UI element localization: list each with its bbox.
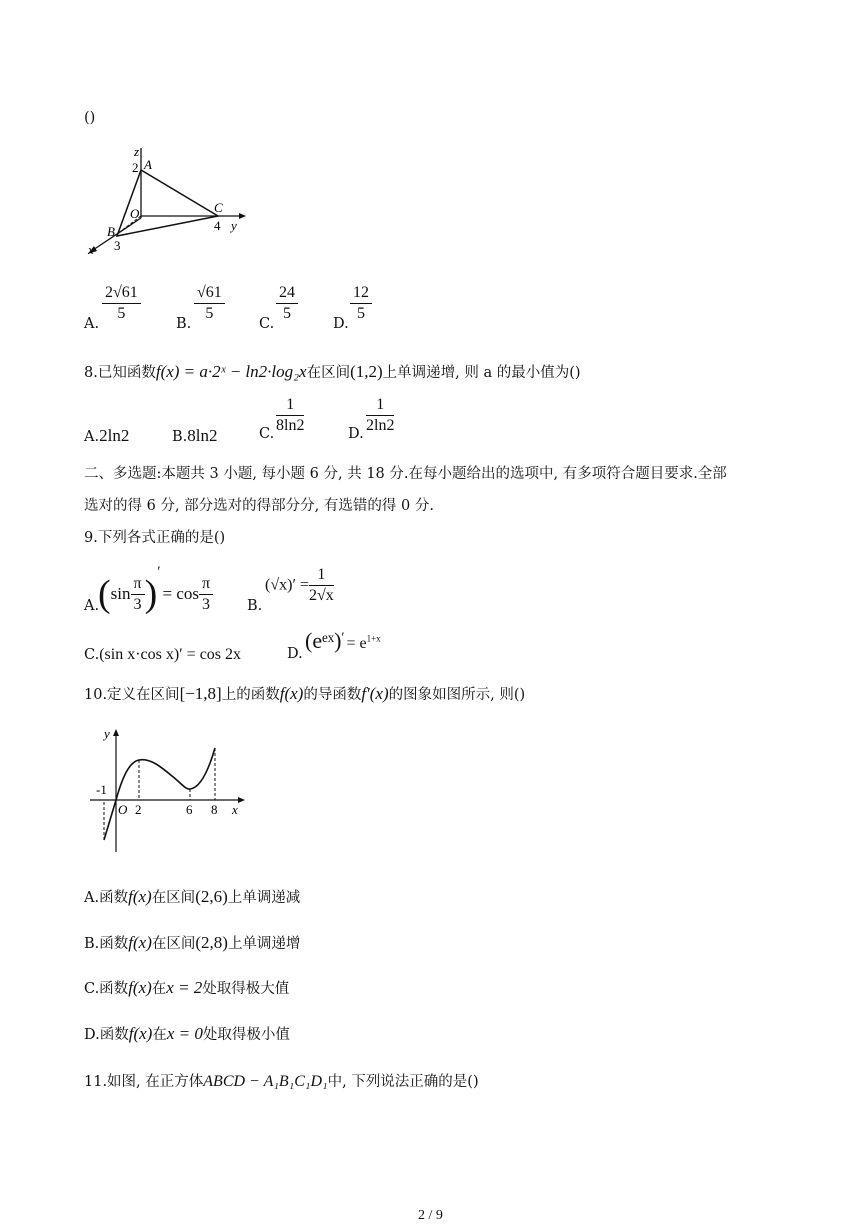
q9-opt-b-expr: (√x)′ = $\frac{1}{2√x}$ <box>265 566 334 604</box>
q7-opt-b-label: B. <box>176 316 192 332</box>
triangle-abc <box>117 170 218 236</box>
label-z: z <box>134 144 140 159</box>
q7-stem-tail: () <box>84 110 96 126</box>
q9-stem: 9.下列各式正确的是() <box>84 530 226 546</box>
q8-opt-b: B.8ln2 <box>172 426 218 445</box>
q11-stem: 11.如图, 在正方体ABCD − A₁B₁C₁D₁中, 下列说法正确的是() <box>84 1073 479 1090</box>
label-y: y <box>104 726 110 741</box>
q9-opt-b-label: B. <box>247 598 263 614</box>
q9-opt-d-expr: (eᵉˣ)′ = $e^{1+x}$ <box>305 628 381 653</box>
q8-opt-c-frac: $\frac{1}{8\ln 2}$ <box>276 396 305 434</box>
q10-figure <box>88 722 258 857</box>
q7-opt-d-label: D. <box>333 316 349 332</box>
derivative-curve <box>104 748 215 840</box>
q9-opt-a-label: A. <box>84 598 100 614</box>
q7-opt-a-label: A. <box>84 316 100 332</box>
q8-opt-d-frac: $\frac{1}{2\ln 2}$ <box>366 396 395 434</box>
q10-opt-c: C.函数f(x)在x = 2处取得极大值 <box>84 978 290 997</box>
label-y: y <box>231 218 237 233</box>
q7-figure <box>84 142 254 262</box>
q7-opt-a-frac: $\frac{2√61}{5}$ <box>102 284 141 323</box>
label-2: 2 <box>132 160 139 175</box>
label-4: 4 <box>214 218 221 233</box>
q10-opt-b: B.函数f(x)在区间(2,8)上单调递增 <box>84 933 301 952</box>
q10-stem: 10.定义在区间[−1,8]上的函数f(x)的导函数f′(x)的图象如图所示, 则() <box>84 684 526 703</box>
q7-opt-c-frac: $\frac{24}{5}$ <box>276 284 298 323</box>
section2-line2: 选对的得 6 分, 部分选对的得部分分, 有选错的得 0 分. <box>84 498 434 514</box>
label-x: x <box>232 802 238 817</box>
label-A: A <box>144 157 152 172</box>
label-x: x <box>88 242 94 257</box>
label-8: 8 <box>211 802 218 817</box>
q9-opt-c: C.(sin x·cos x)′ = cos 2x <box>84 646 242 663</box>
label-B: B <box>107 224 115 239</box>
section2-line1: 二、多选题:本题共 3 小题, 每小题 6 分, 共 18 分.在每小题给出的选项中, 有多项符合题目要求.全部 <box>84 466 727 482</box>
q7-opt-c-label: C. <box>259 316 275 332</box>
label-2: 2 <box>135 802 142 817</box>
label-O: O <box>118 802 128 817</box>
q8-opt-c-label: C. <box>259 426 275 442</box>
q8-opt-a: A.2ln2 <box>84 426 130 445</box>
label-6: 6 <box>186 802 193 817</box>
q9-opt-a-expr: (sin $\frac{\pi}{3}$ )′= cos $\frac{\pi}{3}$ <box>98 564 213 616</box>
label-O: O <box>130 206 140 221</box>
label-C: C <box>214 200 223 215</box>
q10-opt-d: D.函数f(x)在x = 0处取得极小值 <box>84 1024 290 1043</box>
q7-opt-b-frac: $\frac{√61}{5}$ <box>194 284 225 323</box>
label-minus1: -1 <box>96 782 107 797</box>
label-3: 3 <box>114 238 121 253</box>
q7-opt-d-frac: $\frac{12}{5}$ <box>350 284 372 323</box>
q9-opt-d-label: D. <box>287 646 303 662</box>
q10-opt-a: A.函数f(x)在区间(2,6)上单调递减 <box>84 887 301 906</box>
q8-stem: 8.已知函数f(x) = a·2ˣ − ln2·log₂x在区间(1,2)上单调递增, 则 a 的最小值为() <box>84 362 581 381</box>
page-number: 2 / 9 <box>418 1208 443 1223</box>
q8-opt-d-label: D. <box>348 426 364 442</box>
